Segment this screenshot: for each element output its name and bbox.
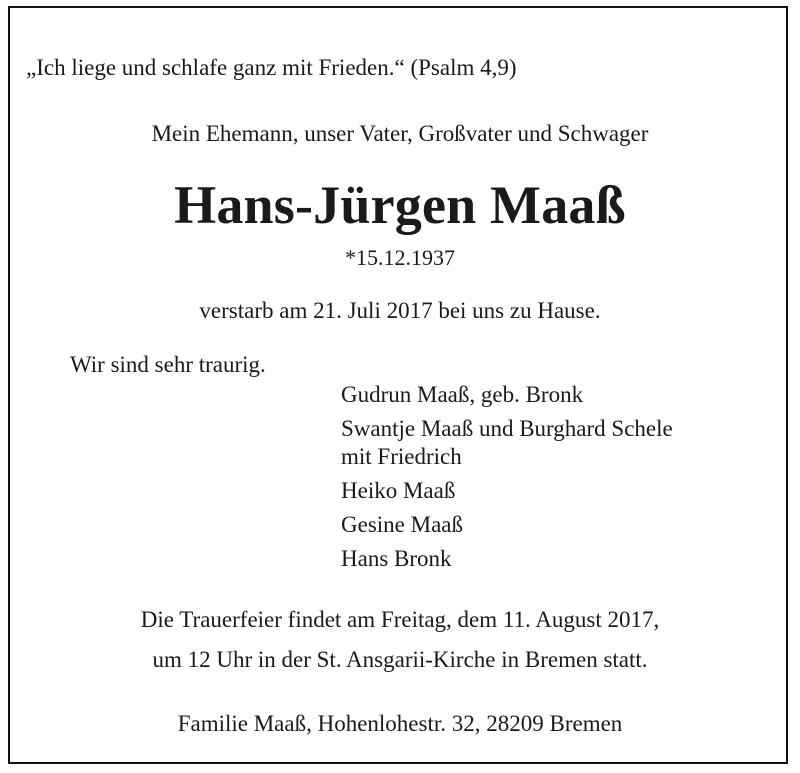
- sorrow-line: Wir sind sehr traurig.: [70, 352, 266, 377]
- mourner-name: Hans Bronk: [341, 546, 452, 571]
- deceased-name: Hans-Jürgen Maaß: [174, 175, 626, 235]
- ceremony-line-1: Die Trauerfeier findet am Freitag, dem 11. August 2017,: [140, 607, 660, 632]
- psalm-motto: „Ich liege und schlafe ganz mit Frieden.“ (Psalm 4,9): [26, 55, 517, 80]
- death-line: verstarb am 21. Juli 2017 bei uns zu Hause.: [199, 298, 601, 323]
- mourner-name: mit Friedrich: [341, 444, 462, 469]
- family-address: Familie Maaß, Hohenlohestr. 32, 28209 Bremen: [177, 711, 623, 736]
- mourner-name: Gudrun Maaß, geb. Bronk: [341, 382, 584, 407]
- birth-date: *15.12.1937: [345, 245, 455, 270]
- mourner-name: Heiko Maaß: [341, 478, 456, 503]
- mourner-name: Gesine Maaß: [341, 512, 463, 537]
- intro-line: Mein Ehemann, unser Vater, Großvater und Schwager: [151, 121, 649, 146]
- ceremony-line-2: um 12 Uhr in der St. Ansgarii-Kirche in Bremen statt.: [152, 647, 648, 672]
- mourner-name: Swantje Maaß und Burghard Schele: [341, 416, 673, 441]
- obituary-notice: [8, 6, 788, 764]
